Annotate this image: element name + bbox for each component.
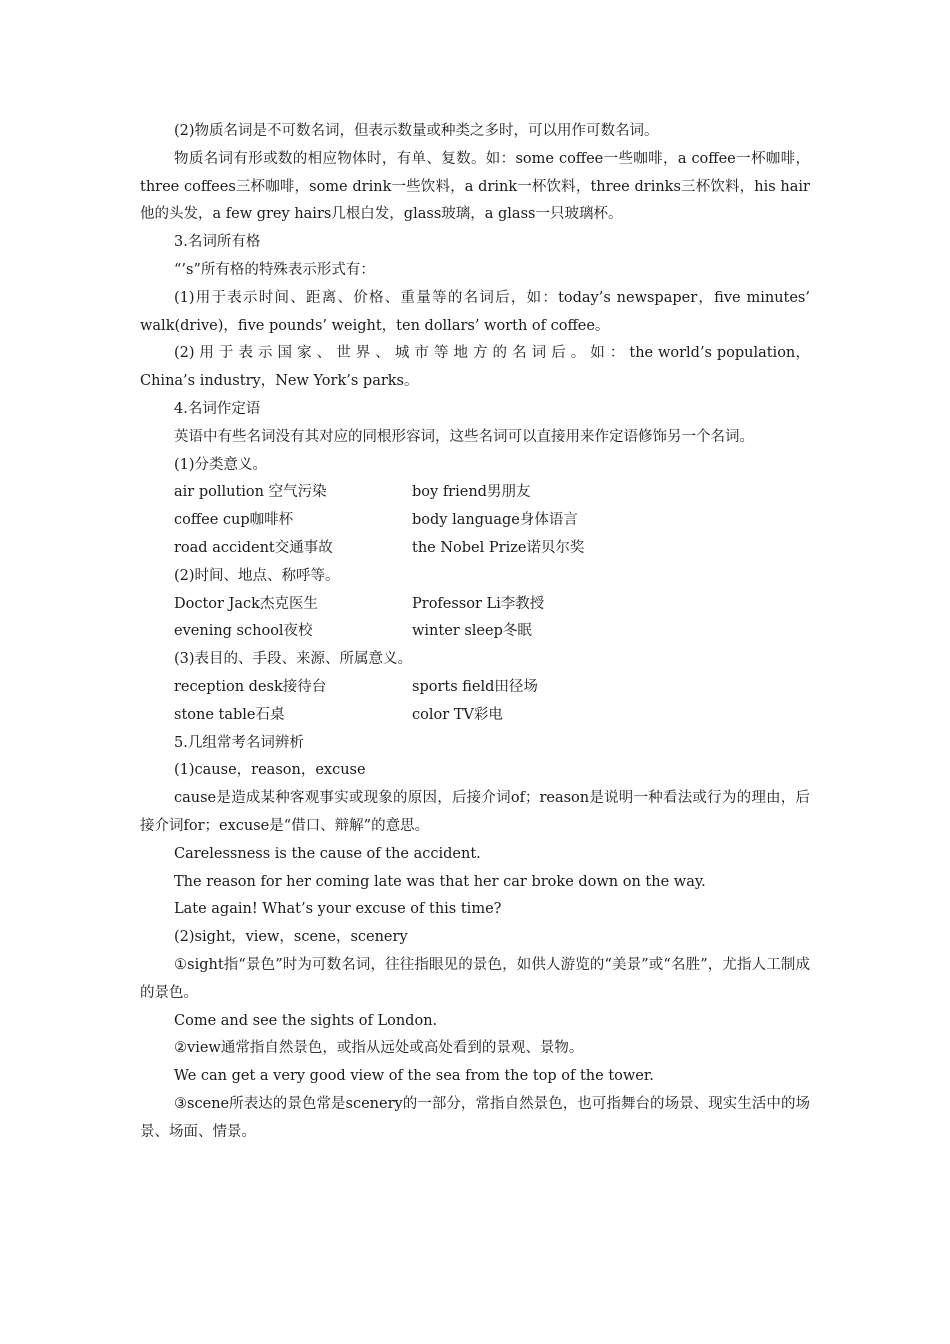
paragraph: ②view通常指自然景色，或指从远处或高处看到的景观、景物。 [174, 1040, 584, 1057]
example-sentence: Carelessness is the cause of the accident. [174, 845, 481, 862]
example-sentence: We can get a very good view of the sea from the top of the tower. [174, 1068, 654, 1085]
paragraph: ③scene所表达的景色常是scenery的一部分，常指自然景色，也可指舞台的场景、现实生活中的场景、场面、情景。 [140, 1095, 810, 1140]
paragraph: (2) 用 于 表 示 国 家 、 世 界 、 城 市 等 地 方 的 名 词 后 。 如 ： the world’s population，China’s industry，New York’s parks。 [140, 345, 810, 390]
example-left: evening school夜校 [174, 623, 313, 640]
subheading: (1)分类意义。 [174, 456, 268, 473]
paragraph: 英语中有些名词没有其对应的同根形容词，这些名词可以直接用来作定语修饰另一个名词。 [174, 428, 754, 445]
example-sentence: Late again! What’s your excuse of this time? [174, 901, 502, 918]
example-pair [140, 591, 810, 619]
example-pair [140, 674, 810, 702]
example-right: sports field田径场 [412, 678, 538, 695]
example-left: road accident交通事故 [174, 539, 333, 556]
example-pair [140, 535, 810, 563]
subheading: (1)cause，reason，excuse [174, 762, 366, 779]
example-right: body language身体语言 [412, 512, 578, 529]
section-heading: 3.名词所有格 [174, 234, 261, 251]
example-left: coffee cup咖啡杯 [174, 512, 294, 529]
example-left: stone table石桌 [174, 706, 285, 723]
paragraph: 物质名词有形或数的相应物体时，有单、复数。如：some coffee一些咖啡，a coffee一杯咖啡，three coffees三杯咖啡，some drink一些饮料，a drink一杯饮料，three drinks三杯饮料，his hair他的头发，a few grey hairs几根白发，glass玻璃，a glass一只玻璃杯。 [140, 150, 810, 223]
example-pair [140, 702, 810, 730]
example-left: Doctor Jack杰克医生 [174, 595, 318, 612]
subheading: (3)表目的、手段、来源、所属意义。 [174, 651, 413, 668]
example-right: Professor Li李教授 [412, 595, 545, 612]
example-right: color TV彩电 [412, 706, 503, 723]
section-heading: 4.名词作定语 [174, 400, 261, 417]
section-heading: 5.几组常考名词辨析 [174, 734, 304, 751]
example-sentence: Come and see the sights of London. [174, 1012, 438, 1029]
paragraph: (1)用于表示时间、距离、价格、重量等的名词后，如：today’s newspaper，five minutes’ walk(drive)，five pounds’ weight，ten dollars’ worth of coffee。 [140, 289, 810, 334]
example-left: air pollution 空气污染 [174, 484, 327, 501]
example-right: boy friend男朋友 [412, 484, 531, 501]
example-sentence: The reason for her coming late was that her car broke down on the way. [174, 873, 706, 890]
example-pair [140, 479, 810, 507]
paragraph: (2)物质名词是不可数名词，但表示数量或种类之多时，可以用作可数名词。 [174, 123, 659, 139]
example-right: the Nobel Prize诺贝尔奖 [412, 539, 585, 556]
document-page [140, 118, 810, 1146]
subheading: (2)时间、地点、称呼等。 [174, 567, 340, 584]
paragraph: “’s”所有格的特殊表示形式有： [174, 261, 375, 278]
example-pair [140, 507, 810, 535]
subheading: (2)sight，view，scene，scenery [174, 929, 408, 946]
paragraph: ①sight指“景色”时为可数名词，往往指眼见的景色，如供人游览的“美景”或“名胜”，尤指人工制成的景色。 [140, 956, 810, 1001]
example-left: reception desk接待台 [174, 678, 327, 695]
paragraph: cause是造成某种客观事实或现象的原因，后接介词of；reason是说明一种看法或行为的理由，后接介词for；excuse是“借口、辩解”的意思。 [140, 790, 810, 834]
example-pair [140, 618, 810, 646]
example-right: winter sleep冬眠 [412, 623, 532, 640]
